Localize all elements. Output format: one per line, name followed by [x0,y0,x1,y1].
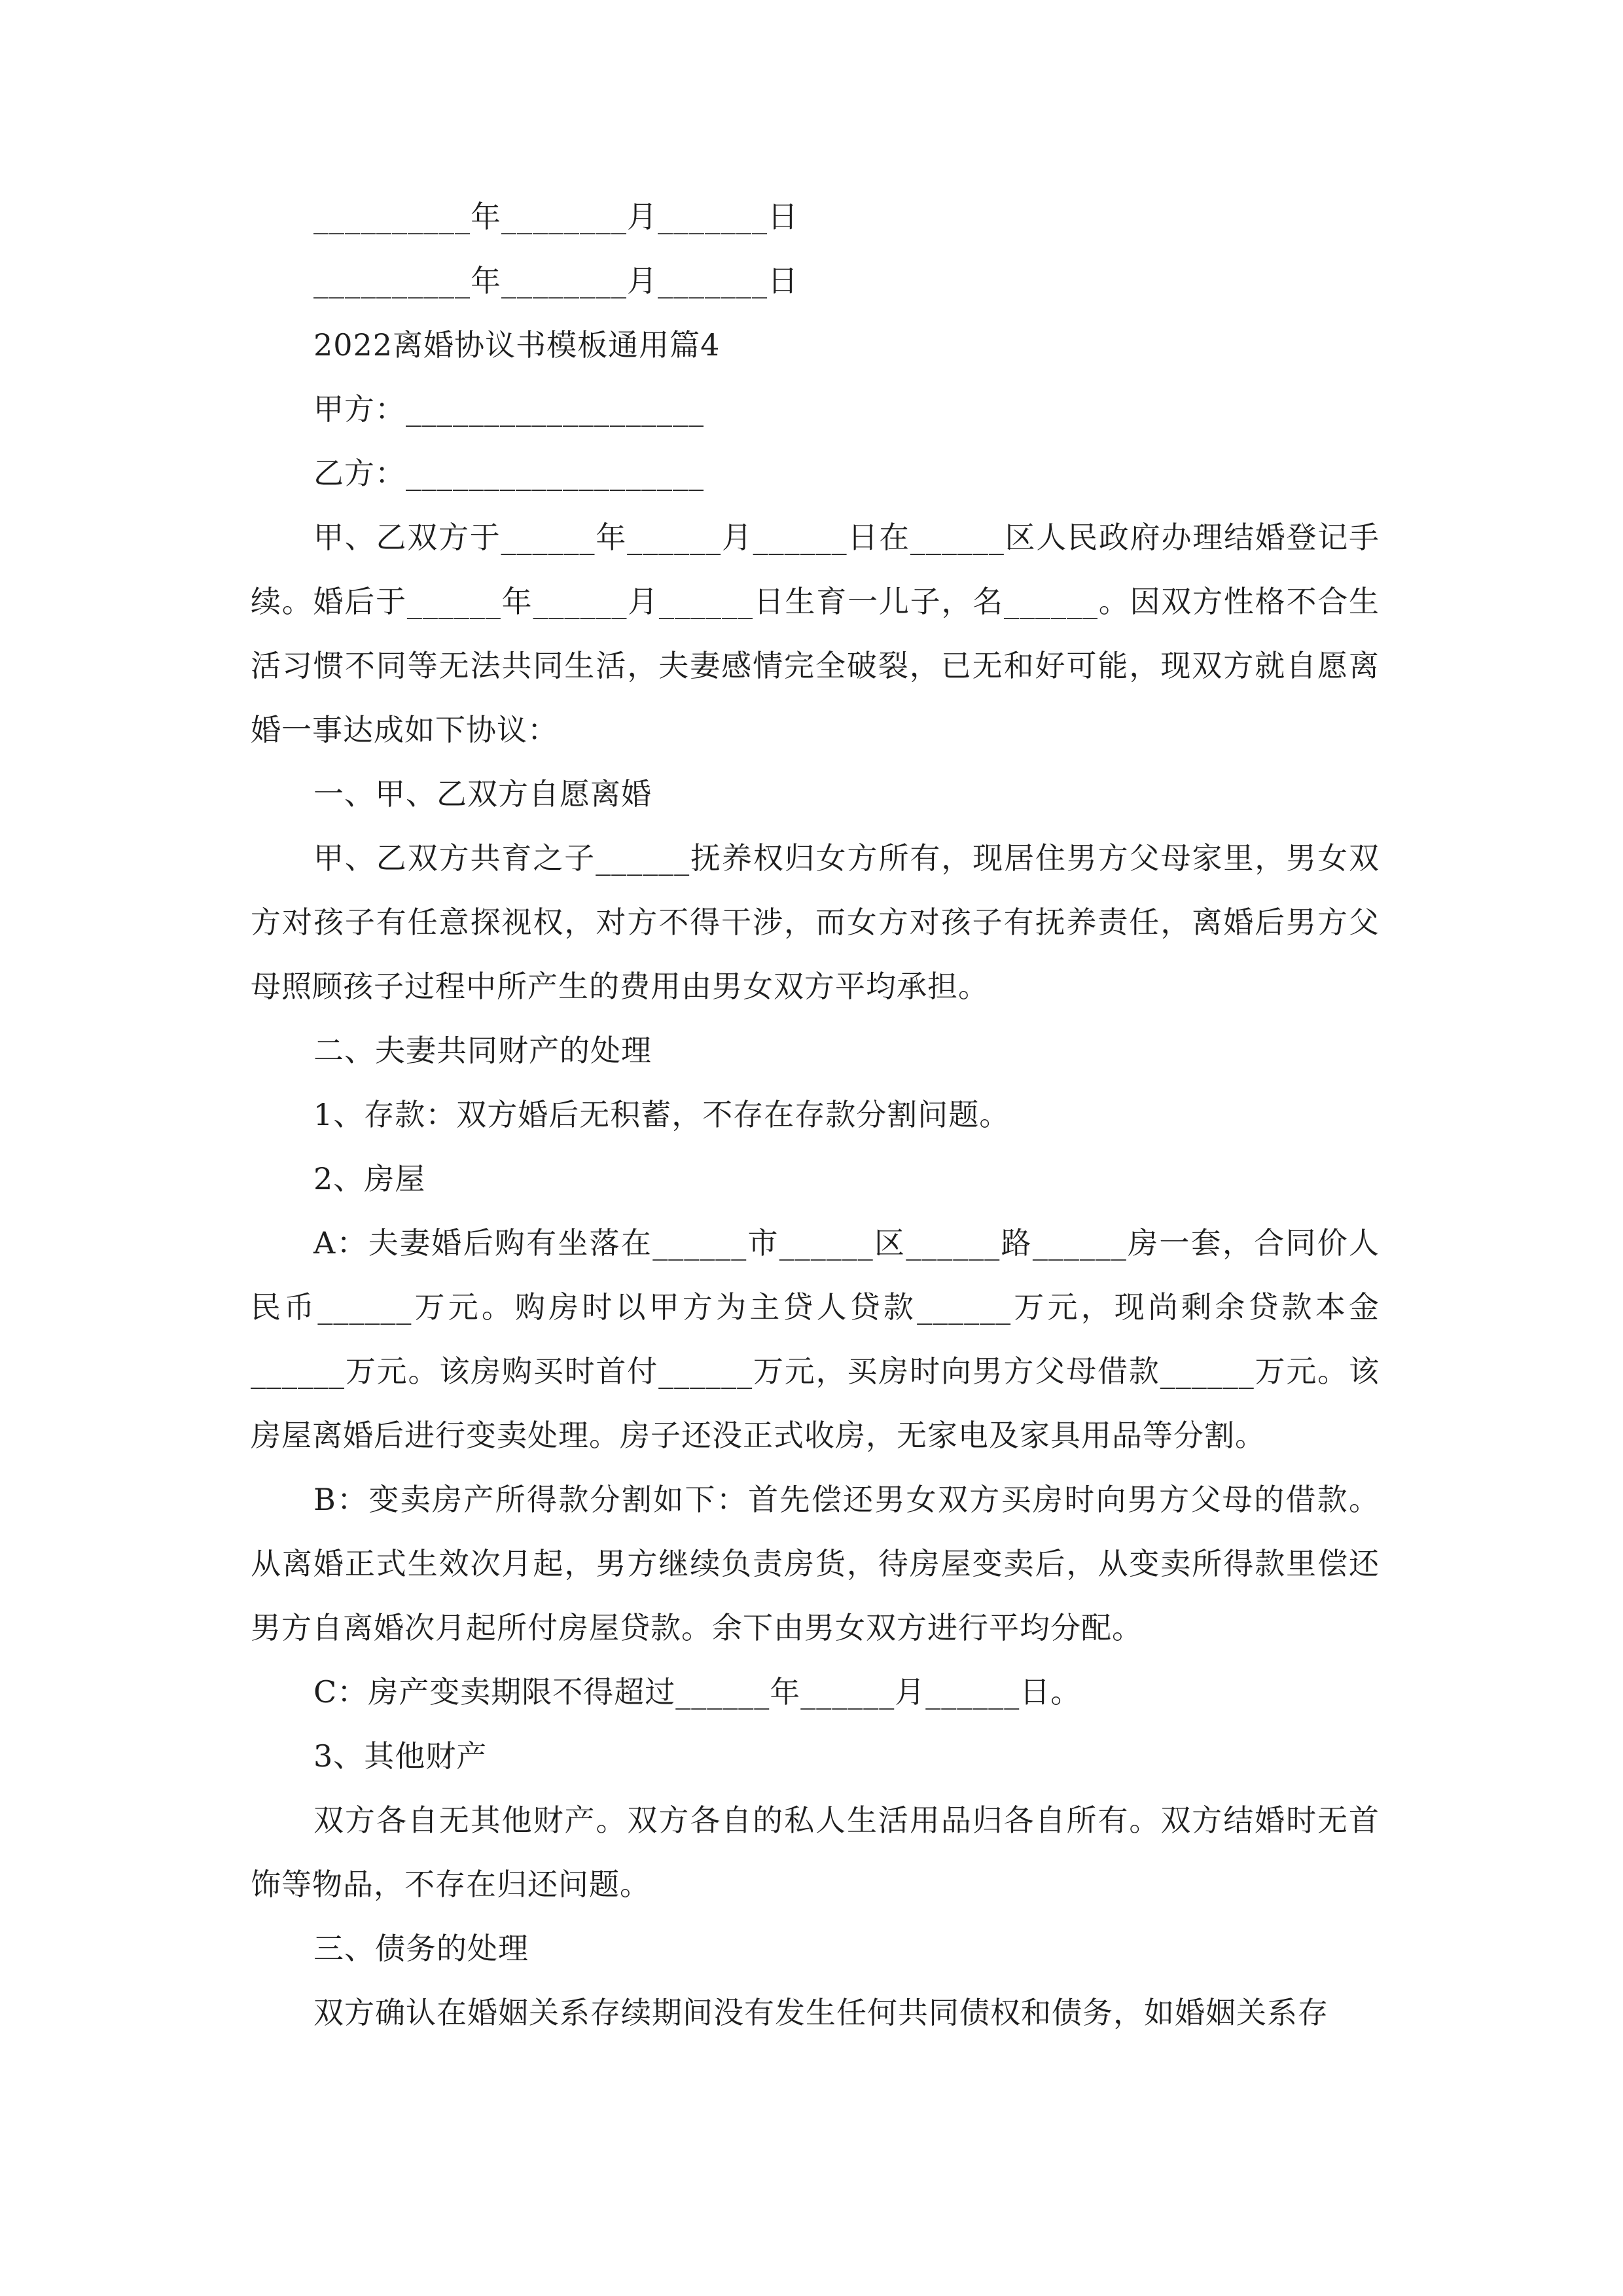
section-1-title: 一、甲、乙双方自愿离婚 [313,776,652,812]
date-line: __________年________月_______日 [313,263,798,298]
item-1-deposits: 1、存款：双方婚后无积蓄，不存在存款分割问题。 [313,1097,1010,1132]
party-a-line: 甲方：___________________ [313,391,704,427]
item-2-a-paragraph: A：夫妻婚后购有坐落在______市______区______路______房一套，合同价人民币______万元。购房时以甲方为主贷人贷款______万元，现尚剩余贷款本金______万元。该房购买时首付______万元，买房时向男方父母借款______万元。该房屋离婚后进行变卖处理。房子还没正式收房，无家电及家具用品等分割。 [251,1225,1380,1453]
section-1-paragraph: 甲、乙双方共育之子______抚养权归女方所有，现居住男方父母家里，男女双方对孩子有任意探视权，对方不得干涉，而女方对孩子有抚养责任，离婚后男方父母照顾孩子过程中所产生的费用由男女双方平均承担。 [251,840,1380,1004]
intro-paragraph: 甲、乙双方于______年______月______日在______区人民政府办理结婚登记手续。婚后于______年______月______日生育一儿子，名______。因双方性格不合生活习惯不同等无法共同生活，夫妻感情完全破裂，已无和好可能，现双方就自愿离婚一事达成如下协议： [251,520,1380,747]
item-3-title: 3、其他财产 [313,1738,488,1774]
section-3-title: 三、债务的处理 [313,1931,529,1966]
item-3-paragraph: 双方各自无其他财产。双方各自的私人生活用品归各自所有。双方结婚时无首饰等物品，不存在归还问题。 [251,1803,1380,1902]
item-2-b-paragraph: B：变卖房产所得款分割如下：首先偿还男女双方买房时向男方父母的借款。从离婚正式生效次月起，男方继续负责房货，待房屋变卖后，从变卖所得款里偿还男方自离婚次月起所付房屋贷款。余下由男女双方进行平均分配。 [251,1482,1380,1645]
party-b-line: 乙方：___________________ [313,456,704,491]
item-2-c-line: C：房产变卖期限不得超过______年______月______日。 [313,1674,1082,1710]
document-heading: 2022离婚协议书模板通用篇4 [313,327,721,363]
section-2-title: 二、夫妻共同财产的处理 [313,1033,652,1068]
item-2-title: 2、房屋 [313,1161,426,1196]
date-line: __________年________月_______日 [313,199,798,234]
section-3-paragraph: 双方确认在婚姻关系存续期间没有发生任何共同债权和债务，如婚姻关系存 [313,1995,1329,2030]
document-body [251,185,1380,2045]
